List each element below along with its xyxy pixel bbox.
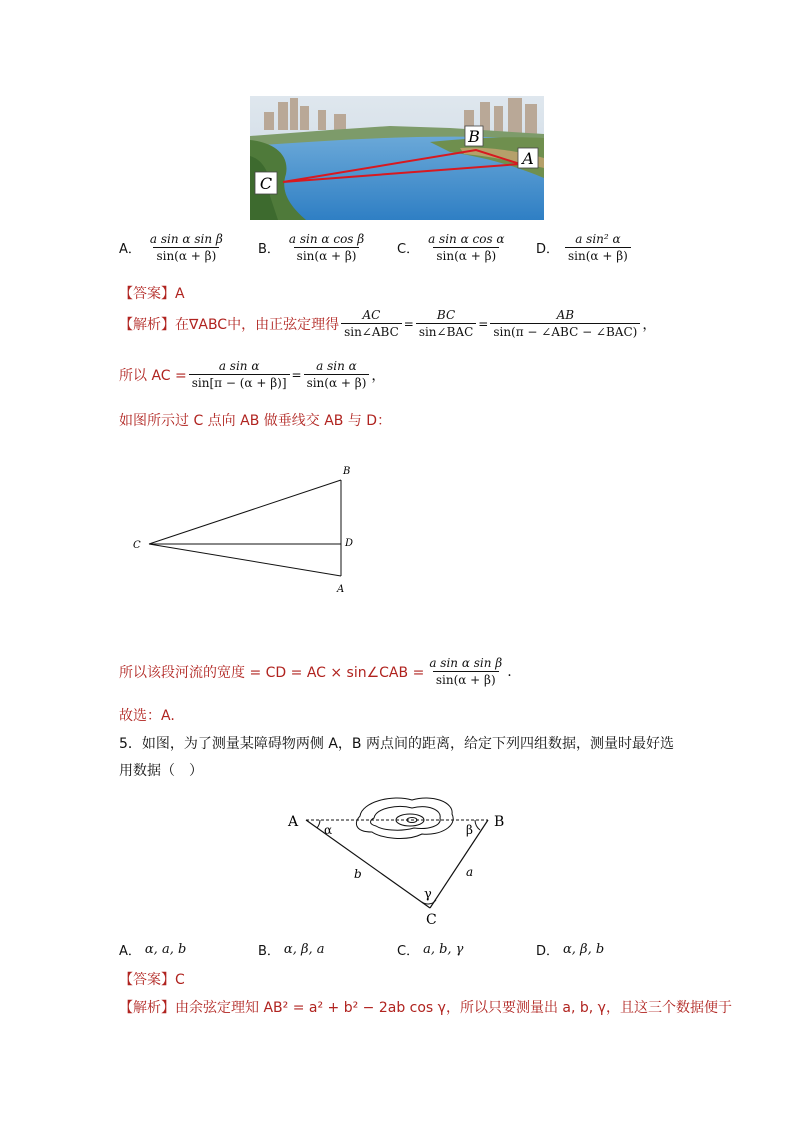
q5-choice-c: C． a, b, γ [397,942,464,959]
q5-choice-a: A． α, a, b [119,942,187,959]
q5-text-line1: 5．如图，为了测量某障碍物两侧 A，B 两点间的距离，给定下列四组数据，测量时最好选 [119,736,674,752]
diagram2-label-alpha: α [324,823,333,837]
diagram1-label-c: C [133,540,141,551]
diagram2-label-b: B [494,814,505,830]
river-photo-svg [250,96,544,220]
diagram2-label-gamma: γ [424,887,432,902]
q5-choice-b: B． α, β, a [258,942,325,959]
q4-choice-b: B． $\frac{\text{a sin α cos β}}{\sin(\alpha + \beta)}$ [258,232,365,263]
q4-choice-c: C． $\frac{\text{a sin α cos α}}{\sin(\alpha + \beta)}$ [397,232,505,263]
q4-choice-d: D． $\frac{\text{a sin² α}}{\sin(\alpha + \beta)}$ [536,232,633,263]
photo-label-b: B [468,127,480,146]
diagram2-label-c: C [426,912,437,928]
q5-choice-d: D． α, β, b [536,942,605,959]
q5-text-line2: 用数据（ ） [119,763,203,779]
river-photo [250,96,544,220]
diagram1-label-a: A [337,584,345,595]
q4-analysis-line3: 如图所示过 C 点向 AB 做垂线交 AB 与 D： [119,413,392,429]
q5-answer: 【答案】C [119,972,185,988]
diagram2-label-a: A [288,814,299,830]
triangle-diagram-cd [125,460,365,600]
diagram2-side-a: a [466,865,474,879]
diagram1-label-b: B [343,466,351,477]
diagram2-label-beta: β [466,823,473,837]
photo-label-c: C [259,174,273,193]
q4-analysis-line2: 所以 AC = $\frac{\text{a sin α}}{\sin[\pi - (\alpha + \beta)]}$ = $\frac{\text{a sin α}}{\sin(\alpha + \beta)}$ ， [119,359,386,390]
q4-answer: 【答案】A [119,286,185,302]
q4-analysis-line4: 所以该段河流的宽度 = CD = AC × sin∠CAB = $\frac{\text{a sin α sin β}}{\sin(\alpha + \beta)}$ . [119,656,512,687]
diagram2-side-b: b [354,867,362,881]
diagram1-label-d: D [345,538,354,549]
q4-choice-a: A． $\frac{\text{a sin α sin β}}{\sin(\alpha + \beta)}$ [119,232,223,263]
q5-analysis: 【解析】由余弦定理知 AB² = a² + b² − 2ab cos γ，所以只要测量出 a, b, γ，且这三个数据便于 [119,1000,732,1016]
obstacle-diagram [282,790,522,930]
q4-analysis-line1: 【解析】 在∇ABC中，由正弦定理得 $\frac{AC}{\text{sin∠ABC}}$ = $\frac{BC}{\text{sin∠BAC}}$ = $\frac{AB}{\text{sin(π − ∠ABC − ∠BAC)}}$ ， [119,308,657,339]
q4-conclusion: 故选：A. [119,708,175,724]
photo-label-a: A [522,149,534,168]
